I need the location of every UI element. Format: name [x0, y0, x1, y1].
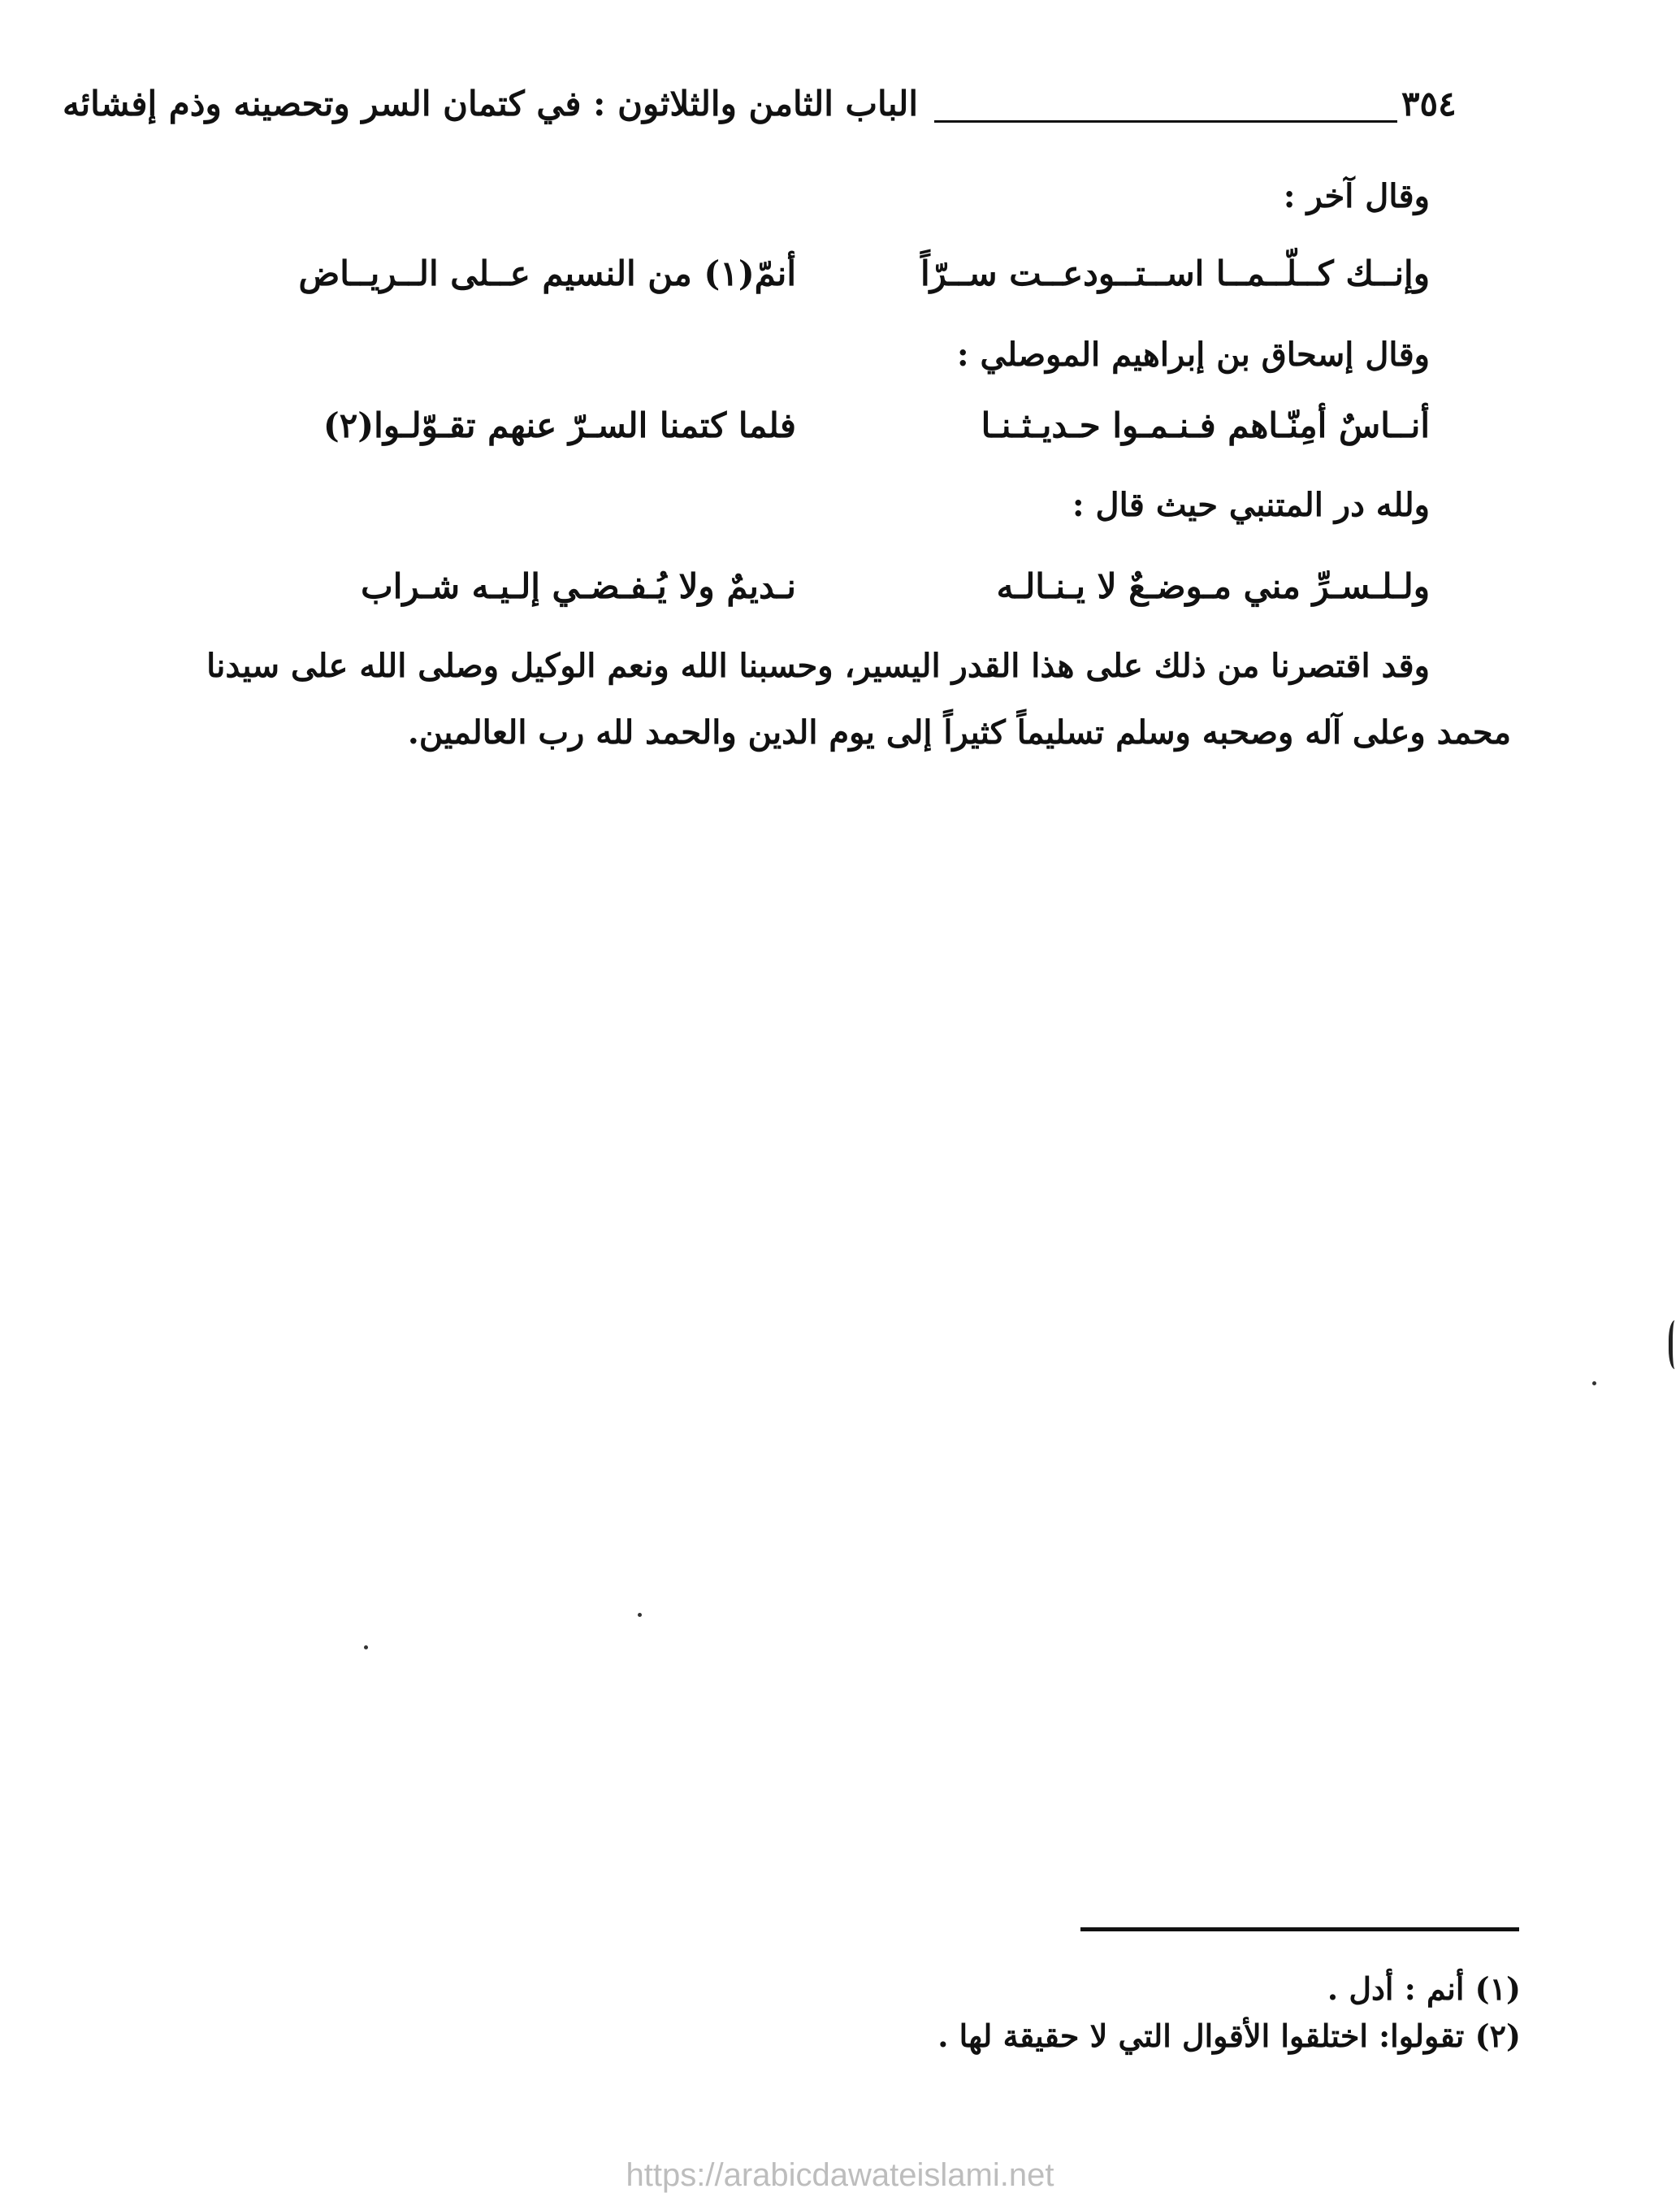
page-number: ٣٥٤: [1401, 84, 1457, 124]
closing-paragraph-line-2: محمد وعلى آله وصحبه وسلم تسليماً كثيراً إلى يوم الدين والحمد لله رب العالمين.: [407, 713, 1511, 752]
footnote-1: (١) أنم : أدل .: [1327, 1970, 1521, 2007]
intro-line-2: وقال إسحاق بن إبراهيم الموصلي :: [956, 336, 1430, 374]
verse-2-first-hemistich: أنــاسٌ أمِنّـاهم فـنـمـوا حـديـثـنـا: [981, 405, 1430, 445]
scan-speck: [1592, 1381, 1596, 1385]
verse-1-first-hemistich: وإنــك كــلّــمــا اســتــودعــت ســرّاً: [920, 254, 1430, 293]
verse-1-second-hemistich: أنمّ(١) من النسيم عــلى الــريــاض: [298, 254, 796, 293]
verse-2-second-hemistich: فلما كتمنا السـرّ عنهم تقـوّلـوا(٢): [323, 405, 796, 445]
watermark-url: https://arabicdawateislami.net: [626, 2157, 1054, 2193]
verse-3-second-hemistich: نـديمٌ ولا يُـفـضـي إلـيـه شـراب: [361, 566, 796, 606]
footnote-2: (٢) تقولوا: اختلقوا الأقوال التي لا حقيقة لها .: [937, 2017, 1521, 2054]
intro-line-1: وقال آخر :: [1283, 177, 1430, 215]
footnote-separator: [1080, 1927, 1519, 1931]
closing-paragraph-line-1: وقد اقتصرنا من ذلك على هذا القدر اليسير، وحسبنا الله ونعم الوكيل وصلى الله على سيدنا: [206, 647, 1430, 685]
header-rule: [934, 120, 1397, 123]
margin-scan-mark: [1669, 1320, 1680, 1369]
scan-speck: [638, 1613, 642, 1617]
running-header-title: الباب الثامن والثلاثون : في كتمان السر وتحصينه وذم إفشائه: [62, 84, 918, 124]
intro-line-3: ولله در المتنبي حيث قال :: [1072, 486, 1430, 524]
verse-3-first-hemistich: ولـلـسـرِّ مني مـوضـعٌ لا يـنـالـه: [996, 566, 1430, 606]
scan-speck: [364, 1645, 368, 1649]
